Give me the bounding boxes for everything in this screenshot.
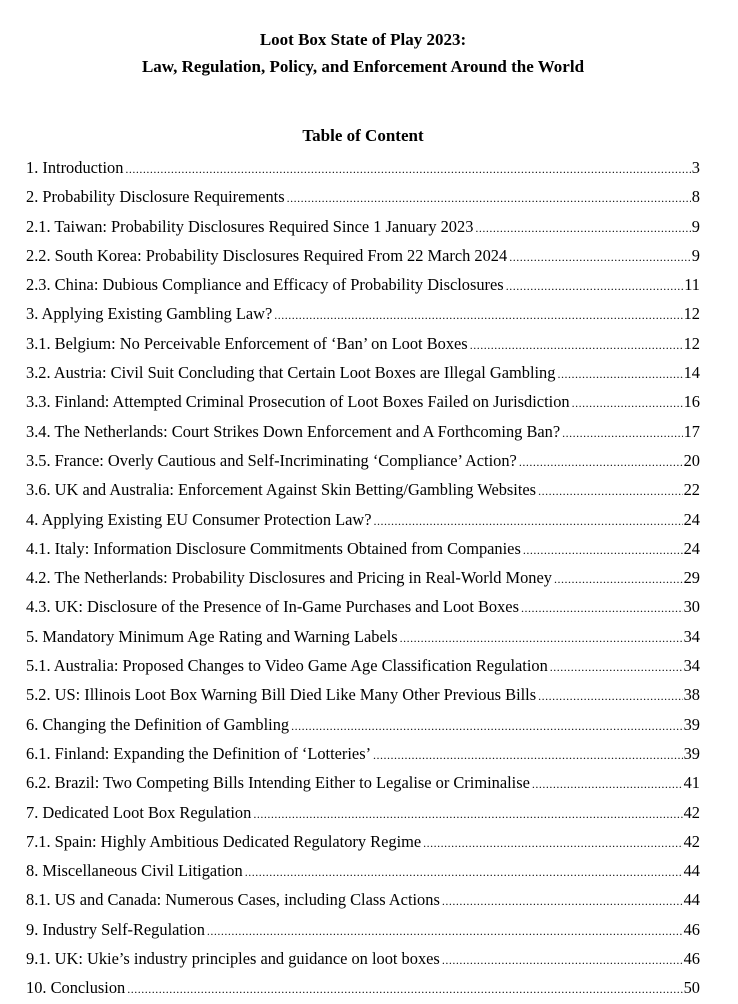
- toc-entry[interactable]: [26, 213, 700, 242]
- toc-dot-leader: [572, 388, 683, 417]
- toc-entry-label: 3.2. Austria: Civil Suit Concluding that Certain Loot Boxes are Illegal Gambling: [26, 363, 556, 383]
- toc-dot-leader: [127, 974, 682, 1003]
- toc-entry-page-number: 29: [683, 568, 700, 588]
- toc-entry[interactable]: [26, 476, 700, 505]
- toc-entry-label: 3.4. The Netherlands: Court Strikes Down Enforcement and A Forthcoming Ban?: [26, 421, 561, 441]
- toc-entry-label: 9.1. UK: Ukie’s industry principles and guidance on loot boxes: [26, 949, 440, 969]
- toc-entry-label: 3.1. Belgium: No Perceivable Enforcement of ‘Ban’ on Loot Boxes: [26, 333, 468, 353]
- toc-dot-leader: [253, 799, 682, 828]
- toc-entry-label: 2.3. China: Dubious Compliance and Efficacy of Probability Disclosures: [26, 275, 504, 295]
- toc-dot-leader: [207, 916, 683, 945]
- toc-entry-page-number: 3: [691, 158, 700, 177]
- toc-entry-page-number: 22: [683, 480, 700, 500]
- toc-entry[interactable]: [26, 330, 700, 359]
- toc-dot-leader: [287, 183, 691, 212]
- toc-entry[interactable]: [26, 300, 700, 329]
- toc-entry[interactable]: [26, 857, 700, 886]
- toc-entry[interactable]: [26, 271, 700, 300]
- toc-entry-page-number: 20: [683, 450, 700, 470]
- toc-entry-page-number: 42: [683, 802, 700, 822]
- toc-dot-leader: [506, 271, 684, 300]
- toc-dot-leader: [400, 623, 683, 652]
- toc-entry[interactable]: [26, 623, 700, 652]
- toc-entry-page-number: 9: [691, 245, 700, 265]
- toc-entry-label: 8. Miscellaneous Civil Litigation: [26, 861, 243, 881]
- toc-entry[interactable]: [26, 388, 700, 417]
- toc-entry[interactable]: [26, 593, 700, 622]
- toc-entry-page-number: 34: [683, 656, 700, 676]
- toc-entry-label: 2.1. Taiwan: Probability Disclosures Required Since 1 January 2023: [26, 216, 474, 236]
- toc-dot-leader: [550, 652, 683, 681]
- toc-entry-label: 6.2. Brazil: Two Competing Bills Intending Either to Legalise or Criminalise: [26, 773, 530, 793]
- toc-dot-leader: [519, 447, 683, 476]
- toc-entry-page-number: 34: [683, 626, 700, 646]
- toc-entry-label: 4.2. The Netherlands: Probability Disclosures and Pricing in Real-World Money: [26, 568, 552, 588]
- toc-entry[interactable]: [26, 974, 700, 1003]
- toc-entry-page-number: 12: [683, 304, 700, 324]
- toc-entry-page-number: 12: [683, 333, 700, 353]
- toc-entry-page-number: 16: [683, 392, 700, 412]
- toc-entry-page-number: 24: [683, 509, 700, 529]
- toc-entry[interactable]: [26, 681, 700, 710]
- toc-dot-leader: [557, 359, 682, 388]
- toc-entry-label: 5. Mandatory Minimum Age Rating and Warning Labels: [26, 626, 398, 646]
- toc-entry-page-number: 24: [683, 538, 700, 558]
- toc-entry[interactable]: [26, 769, 700, 798]
- toc-entry-label: 2.2. South Korea: Probability Disclosures Required From 22 March 2024: [26, 245, 508, 265]
- toc-dot-leader: [475, 213, 690, 242]
- toc-entry-label: 1. Introduction: [26, 158, 124, 177]
- toc-entry[interactable]: [26, 506, 700, 535]
- toc-entry[interactable]: [26, 242, 700, 271]
- toc-entry-page-number: 50: [683, 978, 700, 998]
- toc-entry-label: 8.1. US and Canada: Numerous Cases, including Class Actions: [26, 890, 440, 910]
- toc-entry-page-number: 11: [684, 275, 700, 295]
- toc-entry-label: 4.3. UK: Disclosure of the Presence of In-Game Purchases and Loot Boxes: [26, 597, 519, 617]
- toc-dot-leader: [509, 242, 691, 271]
- toc-heading: Table of Content: [302, 126, 424, 145]
- toc-dot-leader: [562, 418, 682, 447]
- toc-entry-label: 6. Changing the Definition of Gambling: [26, 714, 290, 734]
- toc-entry-label: 3.5. France: Overly Cautious and Self-Incriminating ‘Compliance’ Action?: [26, 450, 517, 470]
- toc-dot-leader: [538, 476, 683, 505]
- toc-dot-leader: [470, 330, 683, 359]
- toc-dot-leader: [538, 681, 682, 710]
- toc-entry-page-number: 9: [691, 216, 700, 236]
- toc-entry[interactable]: [26, 740, 700, 769]
- toc-entry[interactable]: [26, 564, 700, 593]
- toc-entry[interactable]: [26, 535, 700, 564]
- toc-entry-label: 4. Applying Existing EU Consumer Protection Law?: [26, 509, 372, 529]
- toc-entry-label: 5.1. Australia: Proposed Changes to Video Game Age Classification Regulation: [26, 656, 548, 676]
- toc-dot-leader: [442, 886, 683, 915]
- toc-entry[interactable]: [26, 154, 700, 183]
- toc-entry-label: 9. Industry Self-Regulation: [26, 919, 205, 939]
- toc-dot-leader: [523, 535, 683, 564]
- toc-entry-page-number: 38: [683, 685, 700, 705]
- toc-entry[interactable]: [26, 828, 700, 857]
- toc-dot-leader: [274, 300, 682, 329]
- toc-entry-label: 2. Probability Disclosure Requirements: [26, 187, 285, 207]
- toc-entry-page-number: 42: [683, 831, 700, 851]
- toc-dot-leader: [373, 740, 683, 769]
- toc-entry-label: 3. Applying Existing Gambling Law?: [26, 304, 273, 324]
- toc-entry[interactable]: [26, 359, 700, 388]
- document-title-line1: Loot Box State of Play 2023:: [259, 30, 467, 49]
- toc-entry-page-number: 30: [683, 597, 700, 617]
- toc-dot-leader: [423, 828, 682, 857]
- toc-entry-page-number: 39: [683, 714, 700, 734]
- toc-entry-label: 7.1. Spain: Highly Ambitious Dedicated Regulatory Regime: [26, 831, 422, 851]
- toc-entry[interactable]: [26, 916, 700, 945]
- document-title-line2: Law, Regulation, Policy, and Enforcement Around the World: [141, 57, 585, 76]
- toc-entry[interactable]: [26, 652, 700, 681]
- toc-dot-leader: [245, 857, 683, 886]
- toc-entry[interactable]: [26, 799, 700, 828]
- toc-dot-leader: [554, 564, 683, 593]
- toc-entry-label: 7. Dedicated Loot Box Regulation: [26, 802, 252, 822]
- toc-entry[interactable]: [26, 418, 700, 447]
- toc-entry[interactable]: [26, 447, 700, 476]
- toc-entry-page-number: 39: [683, 743, 700, 763]
- toc-dot-leader: [374, 506, 683, 535]
- toc-entry[interactable]: [26, 886, 700, 915]
- toc-entry-page-number: 8: [691, 187, 700, 207]
- toc-entry-label: 3.3. Finland: Attempted Criminal Prosecution of Loot Boxes Failed on Jurisdiction: [26, 392, 570, 412]
- toc-entry-page-number: 46: [683, 919, 700, 939]
- toc-entry-page-number: 17: [683, 421, 700, 441]
- toc-entry-label: 6.1. Finland: Expanding the Definition of ‘Lotteries’: [26, 743, 372, 763]
- toc-entry-page-number: 44: [683, 861, 700, 881]
- table-of-contents: [26, 154, 700, 1004]
- toc-entry-label: 10. Conclusion: [26, 978, 126, 998]
- toc-dot-leader: [521, 593, 683, 622]
- toc-entry-label: 3.6. UK and Australia: Enforcement Against Skin Betting/Gambling Websites: [26, 480, 537, 500]
- toc-dot-leader: [125, 154, 690, 183]
- toc-dot-leader: [291, 711, 682, 740]
- toc-entry-label: 4.1. Italy: Information Disclosure Commitments Obtained from Companies: [26, 538, 521, 558]
- toc-entry-page-number: 44: [683, 890, 700, 910]
- toc-dot-leader: [532, 769, 683, 798]
- toc-entry[interactable]: [26, 183, 700, 212]
- toc-entry-page-number: 41: [683, 773, 700, 793]
- toc-entry-label: 5.2. US: Illinois Loot Box Warning Bill Died Like Many Other Previous Bills: [26, 685, 537, 705]
- toc-entry[interactable]: [26, 711, 700, 740]
- toc-entry-page-number: 14: [683, 363, 700, 383]
- toc-entry-page-number: 46: [683, 949, 700, 969]
